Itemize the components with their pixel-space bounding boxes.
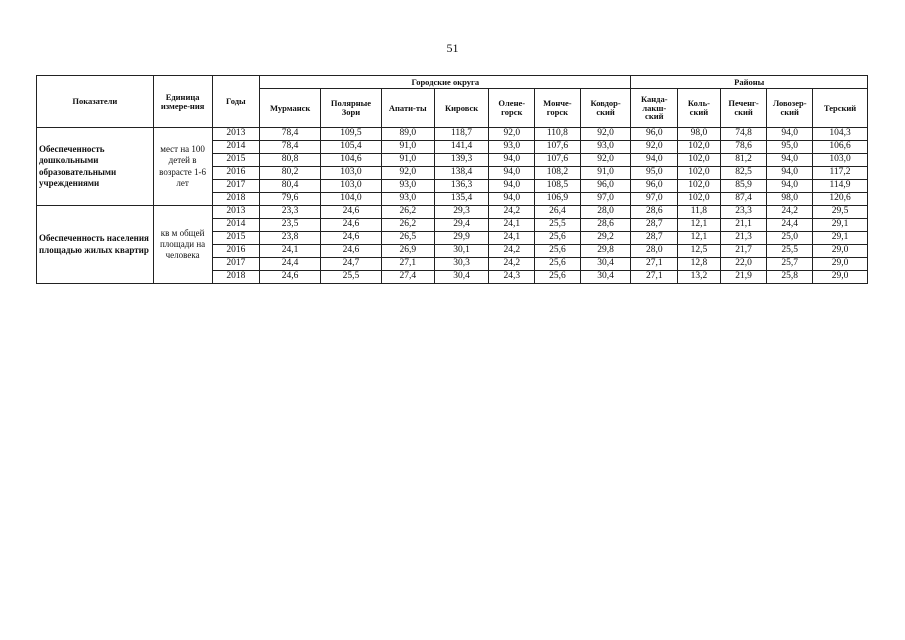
value-cell: 27,1 xyxy=(631,258,678,271)
value-cell: 24,6 xyxy=(321,245,382,258)
value-cell: 30,3 xyxy=(434,258,489,271)
value-cell: 95,0 xyxy=(767,141,813,154)
year-cell: 2015 xyxy=(212,154,260,167)
value-cell: 92,0 xyxy=(489,128,535,141)
value-cell: 138,4 xyxy=(434,167,489,180)
value-cell: 114,9 xyxy=(813,180,868,193)
value-cell: 30,1 xyxy=(434,245,489,258)
value-cell: 27,1 xyxy=(381,258,434,271)
value-cell: 80,4 xyxy=(260,180,321,193)
col-monchegorsk: Монче-горск xyxy=(535,89,581,128)
value-cell: 28,6 xyxy=(580,219,631,232)
value-cell: 24,2 xyxy=(767,206,813,219)
value-cell: 80,2 xyxy=(260,167,321,180)
year-cell: 2016 xyxy=(212,245,260,258)
value-cell: 21,3 xyxy=(720,232,767,245)
value-cell: 24,7 xyxy=(321,258,382,271)
year-cell: 2017 xyxy=(212,180,260,193)
value-cell: 102,0 xyxy=(678,154,721,167)
value-cell: 91,0 xyxy=(381,154,434,167)
value-cell: 93,0 xyxy=(381,193,434,206)
value-cell: 78,4 xyxy=(260,141,321,154)
value-cell: 24,4 xyxy=(260,258,321,271)
value-cell: 108,5 xyxy=(535,180,581,193)
value-cell: 28,0 xyxy=(631,245,678,258)
value-cell: 87,4 xyxy=(720,193,767,206)
value-cell: 29,0 xyxy=(813,271,868,284)
col-polyarnye-zori: Полярные Зори xyxy=(321,89,382,128)
value-cell: 25,5 xyxy=(535,219,581,232)
year-cell: 2013 xyxy=(212,206,260,219)
value-cell: 24,1 xyxy=(489,219,535,232)
value-cell: 24,1 xyxy=(260,245,321,258)
value-cell: 94,0 xyxy=(767,128,813,141)
page-number: 51 xyxy=(446,41,459,55)
value-cell: 94,0 xyxy=(767,167,813,180)
value-cell: 21,9 xyxy=(720,271,767,284)
header-district-group: Районы xyxy=(631,76,868,89)
value-cell: 96,0 xyxy=(631,180,678,193)
value-cell: 30,4 xyxy=(434,271,489,284)
value-cell: 26,5 xyxy=(381,232,434,245)
value-cell: 136,3 xyxy=(434,180,489,193)
value-cell: 24,6 xyxy=(321,232,382,245)
value-cell: 24,3 xyxy=(489,271,535,284)
unit-label: кв м общей площади на человека xyxy=(153,206,212,284)
header-years: Годы xyxy=(212,76,260,128)
table-body xyxy=(37,128,868,284)
value-cell: 110,8 xyxy=(535,128,581,141)
value-cell: 96,0 xyxy=(580,180,631,193)
year-cell: 2017 xyxy=(212,258,260,271)
value-cell: 12,1 xyxy=(678,232,721,245)
value-cell: 29,0 xyxy=(813,258,868,271)
value-cell: 24,2 xyxy=(489,245,535,258)
col-pechengsky: Печенг-ский xyxy=(720,89,767,128)
value-cell: 26,4 xyxy=(535,206,581,219)
value-cell: 103,0 xyxy=(813,154,868,167)
value-cell: 94,0 xyxy=(631,154,678,167)
value-cell: 25,5 xyxy=(767,245,813,258)
value-cell: 27,4 xyxy=(381,271,434,284)
value-cell: 95,0 xyxy=(631,167,678,180)
value-cell: 120,6 xyxy=(813,193,868,206)
year-cell: 2014 xyxy=(212,141,260,154)
value-cell: 92,0 xyxy=(580,128,631,141)
col-kirovsk: Кировск xyxy=(434,89,489,128)
col-apatity: Апати-ты xyxy=(381,89,434,128)
value-cell: 24,2 xyxy=(489,206,535,219)
value-cell: 102,0 xyxy=(678,141,721,154)
year-cell: 2014 xyxy=(212,219,260,232)
header-indicators: Показатели xyxy=(37,76,154,128)
value-cell: 78,6 xyxy=(720,141,767,154)
value-cell: 103,0 xyxy=(321,167,382,180)
value-cell: 25,6 xyxy=(535,245,581,258)
value-cell: 94,0 xyxy=(489,167,535,180)
value-cell: 26,2 xyxy=(381,206,434,219)
value-cell: 29,9 xyxy=(434,232,489,245)
value-cell: 94,0 xyxy=(767,154,813,167)
value-cell: 103,0 xyxy=(321,180,382,193)
value-cell: 97,0 xyxy=(631,193,678,206)
value-cell: 89,0 xyxy=(381,128,434,141)
value-cell: 30,4 xyxy=(580,271,631,284)
value-cell: 21,1 xyxy=(720,219,767,232)
value-cell: 28,7 xyxy=(631,219,678,232)
value-cell: 106,6 xyxy=(813,141,868,154)
value-cell: 26,2 xyxy=(381,219,434,232)
value-cell: 91,0 xyxy=(580,167,631,180)
value-cell: 30,4 xyxy=(580,258,631,271)
value-cell: 78,4 xyxy=(260,128,321,141)
value-cell: 23,3 xyxy=(260,206,321,219)
value-cell: 92,0 xyxy=(580,154,631,167)
value-cell: 12,5 xyxy=(678,245,721,258)
value-cell: 92,0 xyxy=(631,141,678,154)
value-cell: 94,0 xyxy=(767,180,813,193)
value-cell: 98,0 xyxy=(678,128,721,141)
col-kolsky: Коль-ский xyxy=(678,89,721,128)
value-cell: 29,2 xyxy=(580,232,631,245)
value-cell: 28,0 xyxy=(580,206,631,219)
value-cell: 135,4 xyxy=(434,193,489,206)
value-cell: 105,4 xyxy=(321,141,382,154)
value-cell: 25,5 xyxy=(321,271,382,284)
value-cell: 102,0 xyxy=(678,193,721,206)
col-murmansk: Мурманск xyxy=(260,89,321,128)
value-cell: 98,0 xyxy=(767,193,813,206)
value-cell: 29,5 xyxy=(813,206,868,219)
value-cell: 22,0 xyxy=(720,258,767,271)
value-cell: 29,8 xyxy=(580,245,631,258)
value-cell: 93,0 xyxy=(489,141,535,154)
value-cell: 97,0 xyxy=(580,193,631,206)
value-cell: 80,8 xyxy=(260,154,321,167)
value-cell: 93,0 xyxy=(381,180,434,193)
value-cell: 92,0 xyxy=(381,167,434,180)
value-cell: 91,0 xyxy=(381,141,434,154)
year-cell: 2013 xyxy=(212,128,260,141)
value-cell: 24,4 xyxy=(767,219,813,232)
value-cell: 25,6 xyxy=(535,271,581,284)
value-cell: 23,5 xyxy=(260,219,321,232)
value-cell: 24,6 xyxy=(321,206,382,219)
value-cell: 102,0 xyxy=(678,180,721,193)
year-cell: 2016 xyxy=(212,167,260,180)
year-cell: 2018 xyxy=(212,193,260,206)
value-cell: 74,8 xyxy=(720,128,767,141)
value-cell: 25,7 xyxy=(767,258,813,271)
year-cell: 2018 xyxy=(212,271,260,284)
year-cell: 2015 xyxy=(212,232,260,245)
value-cell: 13,2 xyxy=(678,271,721,284)
value-cell: 109,5 xyxy=(321,128,382,141)
value-cell: 23,8 xyxy=(260,232,321,245)
value-cell: 107,6 xyxy=(535,141,581,154)
value-cell: 104,3 xyxy=(813,128,868,141)
table-header xyxy=(37,76,868,128)
indicator-label: Обеспеченность населения площадью жилых квартир xyxy=(37,206,154,284)
value-cell: 117,2 xyxy=(813,167,868,180)
statistics-table xyxy=(36,75,868,284)
value-cell: 28,6 xyxy=(631,206,678,219)
value-cell: 82,5 xyxy=(720,167,767,180)
value-cell: 106,9 xyxy=(535,193,581,206)
value-cell: 107,6 xyxy=(535,154,581,167)
col-kandalakshsky: Канда-лакш-ский xyxy=(631,89,678,128)
value-cell: 29,3 xyxy=(434,206,489,219)
col-lovozersky: Ловозер-ский xyxy=(767,89,813,128)
value-cell: 23,3 xyxy=(720,206,767,219)
value-cell: 79,6 xyxy=(260,193,321,206)
value-cell: 25,6 xyxy=(535,232,581,245)
value-cell: 94,0 xyxy=(489,154,535,167)
value-cell: 21,7 xyxy=(720,245,767,258)
col-kovdorsky: Ковдор-ский xyxy=(580,89,631,128)
value-cell: 26,9 xyxy=(381,245,434,258)
value-cell: 94,0 xyxy=(489,193,535,206)
value-cell: 139,3 xyxy=(434,154,489,167)
value-cell: 25,6 xyxy=(535,258,581,271)
value-cell: 108,2 xyxy=(535,167,581,180)
header-urban-group: Городские округа xyxy=(260,76,631,89)
value-cell: 11,8 xyxy=(678,206,721,219)
table-row xyxy=(37,206,868,219)
value-cell: 28,7 xyxy=(631,232,678,245)
value-cell: 12,8 xyxy=(678,258,721,271)
value-cell: 104,6 xyxy=(321,154,382,167)
value-cell: 24,1 xyxy=(489,232,535,245)
value-cell: 102,0 xyxy=(678,167,721,180)
value-cell: 29,1 xyxy=(813,219,868,232)
value-cell: 85,9 xyxy=(720,180,767,193)
value-cell: 141,4 xyxy=(434,141,489,154)
value-cell: 94,0 xyxy=(489,180,535,193)
col-olenegorsk: Олене-горск xyxy=(489,89,535,128)
value-cell: 104,0 xyxy=(321,193,382,206)
value-cell: 24,2 xyxy=(489,258,535,271)
value-cell: 25,8 xyxy=(767,271,813,284)
col-tersky: Терский xyxy=(813,89,868,128)
value-cell: 93,0 xyxy=(580,141,631,154)
value-cell: 29,4 xyxy=(434,219,489,232)
value-cell: 27,1 xyxy=(631,271,678,284)
value-cell: 96,0 xyxy=(631,128,678,141)
header-unit: Единица измере-ния xyxy=(153,76,212,128)
unit-label: мест на 100 детей в возрасте 1-6 лет xyxy=(153,128,212,206)
table-row xyxy=(37,128,868,141)
value-cell: 29,0 xyxy=(813,245,868,258)
value-cell: 29,1 xyxy=(813,232,868,245)
indicator-label: Обеспеченность дошкольными образовательными учреждениями xyxy=(37,128,154,206)
value-cell: 12,1 xyxy=(678,219,721,232)
value-cell: 118,7 xyxy=(434,128,489,141)
value-cell: 24,6 xyxy=(260,271,321,284)
value-cell: 25,0 xyxy=(767,232,813,245)
value-cell: 81,2 xyxy=(720,154,767,167)
value-cell: 24,6 xyxy=(321,219,382,232)
